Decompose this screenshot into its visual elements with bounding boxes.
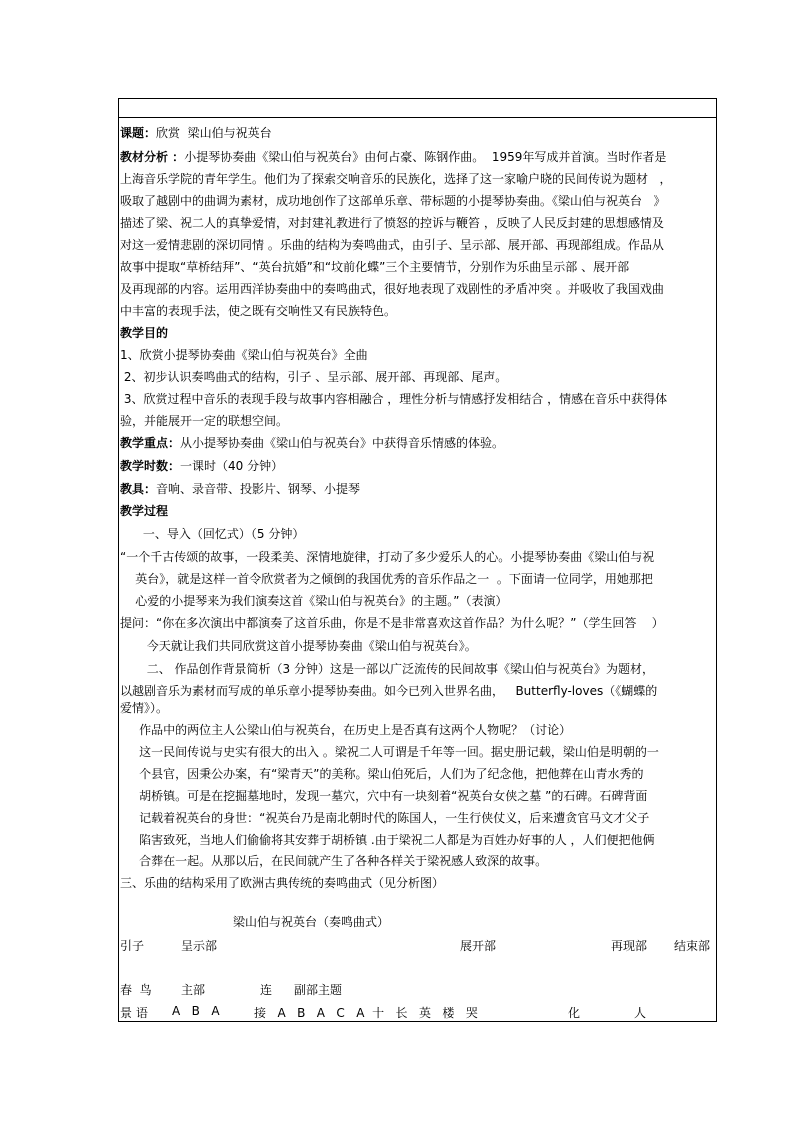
diagram-intro: 引子 bbox=[120, 939, 145, 953]
analysis-label: 教材分析 ： bbox=[120, 150, 185, 164]
time-value: 一课时（40 分钟） bbox=[180, 459, 284, 473]
analysis-line-4: 对这一爱情悲剧的深切同情 。乐曲的结构为奏鸣曲式，由引子、呈示部、展开部、再现部组成。作品从 bbox=[120, 238, 664, 252]
focus-label: 教学重点： bbox=[120, 436, 181, 450]
diagram-main-theme: 主部 bbox=[181, 983, 206, 997]
diagram-row2-intro: 春 鸟 bbox=[120, 983, 152, 997]
analysis-line-5: 故事中提取“草桥结拜”、“英台抗婚”和“坟前化蝶”三个主要情节，分别作为乐曲呈示部 、展开部 bbox=[120, 260, 630, 274]
process-heading: 教学过程 bbox=[120, 504, 169, 518]
diagram-secondary-theme: 副部主题 bbox=[294, 983, 343, 997]
tools-line bbox=[120, 481, 360, 497]
analysis-line-7: 中丰富的表现手法，使之既有交响性又有民族特色。 bbox=[120, 304, 397, 318]
process-line-11: 个县官，因秉公办案，有“梁青天”的美称。梁山伯死后，人们为了纪念他，把他葬在山青水秀的 bbox=[120, 767, 644, 781]
diagram-row3-aba: A B A bbox=[172, 1004, 220, 1018]
diagram-coda: 结束部 bbox=[674, 939, 711, 953]
analysis-line-3: 描述了梁、祝二人的真挚爱情，对封建礼教进行了愤怒的控诉与鞭笞 ，反映了人民反封建的思想感情及 bbox=[120, 216, 664, 230]
process-line-10: 这一民间传说与史实有很大的出入 。梁祝二人可谓是千年等一回。据史册记载，梁山伯是明朝的一 bbox=[120, 745, 659, 759]
process-line-4: 提问：“你在多次演出中都演奏了这首乐曲，你是不是非常喜欢这首作品？为什么呢？”（学生回答 ） bbox=[120, 616, 664, 630]
process-line-8: 爱情》）。 bbox=[120, 701, 169, 715]
tools-label: 教具： bbox=[120, 482, 157, 496]
diagram-row3-scene: 景 语 bbox=[120, 1006, 148, 1020]
objectives-heading: 教学目的 bbox=[120, 326, 169, 340]
time-line bbox=[120, 458, 283, 474]
tools-value: 音响、录音带、投影片、钢琴、小提琴 bbox=[156, 482, 361, 496]
diagram-development: 展开部 bbox=[460, 939, 497, 953]
process-line-0: 一、导入（回忆式）（5 分钟） bbox=[120, 527, 305, 541]
process-line-6: 二、 作品创作背景简析（3 分钟）这是一部以广泛流传的民间故事《梁山伯与祝英台》为题材， bbox=[120, 662, 654, 676]
process-line-13: 记载着祝英台的身世：“祝英台乃是南北朝时代的陈国人，一生行侠仗义，后来遭贪官马文才父子 bbox=[120, 811, 650, 825]
diagram-recapitulation: 再现部 bbox=[611, 939, 648, 953]
process-line-3: 心爱的小提琴来为我们演奏这首《梁山伯与祝英台》的主题。”（表演） bbox=[120, 594, 508, 608]
objective-2: 2、初步认识奏鸣曲式的结构，引子 、呈示部、展开部、再现部、尾声。 bbox=[120, 370, 508, 384]
process-line-5: 今天就让我们共同欣赏这首小提琴协奏曲《梁山伯与祝英台》。 bbox=[120, 639, 477, 653]
analysis-line-0 bbox=[120, 149, 666, 165]
analysis-line-6: 及再现部的内容。运用西洋协奏曲中的奏鸣曲式，很好地表现了戏剧性的矛盾冲突 。并吸收了我国戏曲 bbox=[120, 282, 664, 296]
process-line-16: 三、乐曲的结构采用了欧洲古典传统的奏鸣曲式（见分析图） bbox=[120, 876, 445, 890]
focus-line bbox=[120, 435, 504, 451]
diagram-row3-person: 人 bbox=[634, 1006, 647, 1020]
lesson-title bbox=[120, 125, 272, 141]
title-label: 课题： bbox=[120, 126, 157, 140]
objective-3: 3、欣赏过程中音乐的表现手段与故事内容相融合 ，理性分析与情感抒发相结合 ，情感在音乐中获得体 bbox=[120, 392, 668, 406]
title-value: 欣赏 梁山伯与祝英台 bbox=[156, 126, 272, 140]
diagram-row3-development: 接 A B A C A 十 长 英 楼 哭 bbox=[254, 1006, 478, 1020]
process-line-15: 合葬在一起。从那以后，在民间就产生了各种各样关于梁祝感人致深的故事。 bbox=[120, 854, 548, 868]
objective-3-cont: 验，并能展开一定的联想空间。 bbox=[120, 414, 289, 428]
process-line-12: 胡桥镇。可是在挖掘墓地时，发现一墓穴，穴中有一块刻着“祝英台女侠之墓 ”的石碑。石碑背面 bbox=[120, 789, 648, 803]
analysis-line-2: 吸取了越剧中的曲调为素材，成功地创作了这部单乐章、带标题的小提琴协奏曲。《梁山伯与祝英台 》 bbox=[120, 194, 666, 208]
time-label: 教学时数： bbox=[120, 459, 181, 473]
process-line-2: 英台》，就是这样一首令欣赏者为之倾倒的我国优秀的音乐作品之一 。下面请一位同学，用她那把 bbox=[120, 572, 653, 586]
process-line-9: 作品中的两位主人公梁山伯与祝英台，在历史上是否真有这两个人物呢？（讨论） bbox=[120, 723, 572, 737]
diagram-bridge: 连 bbox=[260, 983, 273, 997]
process-line-14: 陷害致死，当地人们偷偷将其安葬于胡桥镇 .由于梁祝二人都是为百姓办好事的人 ，人们便把他俩 bbox=[120, 833, 655, 847]
diagram-exposition: 呈示部 bbox=[181, 939, 218, 953]
analysis-line-1: 上海音乐学院的青年学生。他们为了探索交响音乐的民族化，选择了这一家喻户晓的民间传说为题材 ， bbox=[120, 172, 672, 186]
process-line-1: “一个千古传颂的故事，一段柔美、深情地旋律，打动了多少爱乐人的心。小提琴协奏曲《梁山伯与祝 bbox=[120, 550, 655, 564]
diagram-title: 梁山伯与祝英台（奏鸣曲式） bbox=[233, 915, 390, 929]
focus-value: 从小提琴协奏曲《梁山伯与祝英台》中获得音乐情感的体验。 bbox=[180, 436, 505, 450]
process-line-7: 以越剧音乐为素材而写成的单乐章小提琴协奏曲。如今已列入世界名曲， Butterfly-loves（《蝴蝶的 bbox=[120, 684, 658, 698]
diagram-row3-transform: 化 bbox=[568, 1006, 581, 1020]
objective-1: 1、欣赏小提琴协奏曲《梁山伯与祝英台》全曲 bbox=[120, 348, 368, 362]
analysis-text: 小提琴协奏曲《梁山伯与祝英台》由何占豪、陈钢作曲。 1959年写成并首演。当时作者是 bbox=[184, 150, 667, 164]
